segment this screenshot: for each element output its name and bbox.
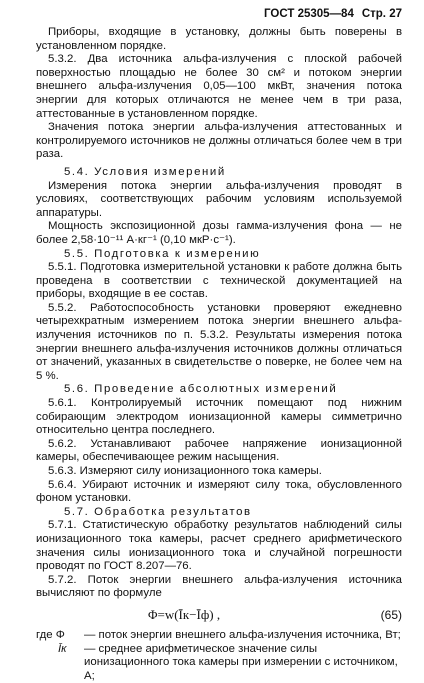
paragraph: 5.3.2. Два источника альфа-излучения с плоской рабочей поверхностью площадью не более 30 см² и потоком энергии внешнего альфа-излучения 0,05—100 мкВт, значения потока энергии для которых отличаются не менее чем в три раза, аттестованные в установленном порядке. [36,53,402,120]
page-header [36,8,402,20]
paragraph: Приборы, входящие в установку, должны быть поверены в установленном порядке. [36,26,402,52]
section-heading: 5.6. Проведение абсолютных измерений [64,383,338,396]
paragraph: 5.6.1. Контролируемый источник помещают под нижним собирающим электродом ионизационной камеры симметрично относительно центра последнего. [36,397,402,437]
paragraph: 5.6.4. Убирают источник и измеряют силу тока, обусловленного фоном установки. [36,478,402,505]
section-heading: 5.4. Условия измерений [64,165,226,178]
where-text: — среднее арифметическое значение силы ионизационного тока камеры при измерении с источником, А; [84,642,398,682]
section-heading: 5.5. Подготовка к измерению [64,247,261,260]
paragraph: Измерения потока энергии альфа-излучения проводят в условиях, соответствующих рабочим условиям используемой аппаратуры. [36,179,402,219]
paragraph: Мощность экспозиционной дозы гамма-излучения фона — не более 2,58·10⁻¹¹ А·кг⁻¹ (0,10 мкР·с⁻¹). [36,220,402,246]
page-number: Стр. 27 [361,8,402,20]
where-list [36,629,402,683]
formula-number: (65) [380,607,402,622]
paragraph: 5.7.1. Статистическую обработку результатов наблюдений силы ионизационного тока камеры, расчет среднего арифметического значения силы ионизационного тока и случайной погрешности проводят по ГОСТ 8.207—76. [36,519,402,573]
paragraph: 5.6.2. Устанавливают рабочее напряжение ионизационной камеры, обеспечивающее режим насыщения. [36,437,402,464]
paragraph: Значения потока энергии альфа-излучения аттестованных и контролируемого источников не должны отличаться более чем в три раза. [36,121,402,161]
paragraph: 5.6.3. Измеряют силу ионизационного тока камеры. [48,465,322,477]
where-text: — поток энергии внешнего альфа-излучения источника, Вт; [84,628,401,641]
gost-number: ГОСТ 25305—84 [264,8,354,20]
formula-line [36,607,402,623]
where-symbol: Īк [58,642,67,655]
paragraph: 5.5.1. Подготовка измерительной установки к работе должна быть проведена в соответствии с технической документацией на приборы, входящие в ее состав. [36,261,402,301]
formula: Φ=w(Īк−Īф) , [148,606,221,622]
where-symbol: где Φ [36,628,65,641]
paragraph: 5.7.2. Поток энергии внешнего альфа-излучения источника вычисляют по формуле [36,573,402,600]
section-heading: 5.7. Обработка результатов [64,505,252,518]
paragraph: 5.5.2. Работоспособность установки проверяют ежедневно четырехкратным измерением потока энергии внешнего альфа-излучения источников по п. 5.3.2. Результаты измерения потока энергии внешнего альфа-излучения источников должны отличаться от значений, указанных в свидетельстве о поверке, не более чем на 5 %. [36,301,402,382]
